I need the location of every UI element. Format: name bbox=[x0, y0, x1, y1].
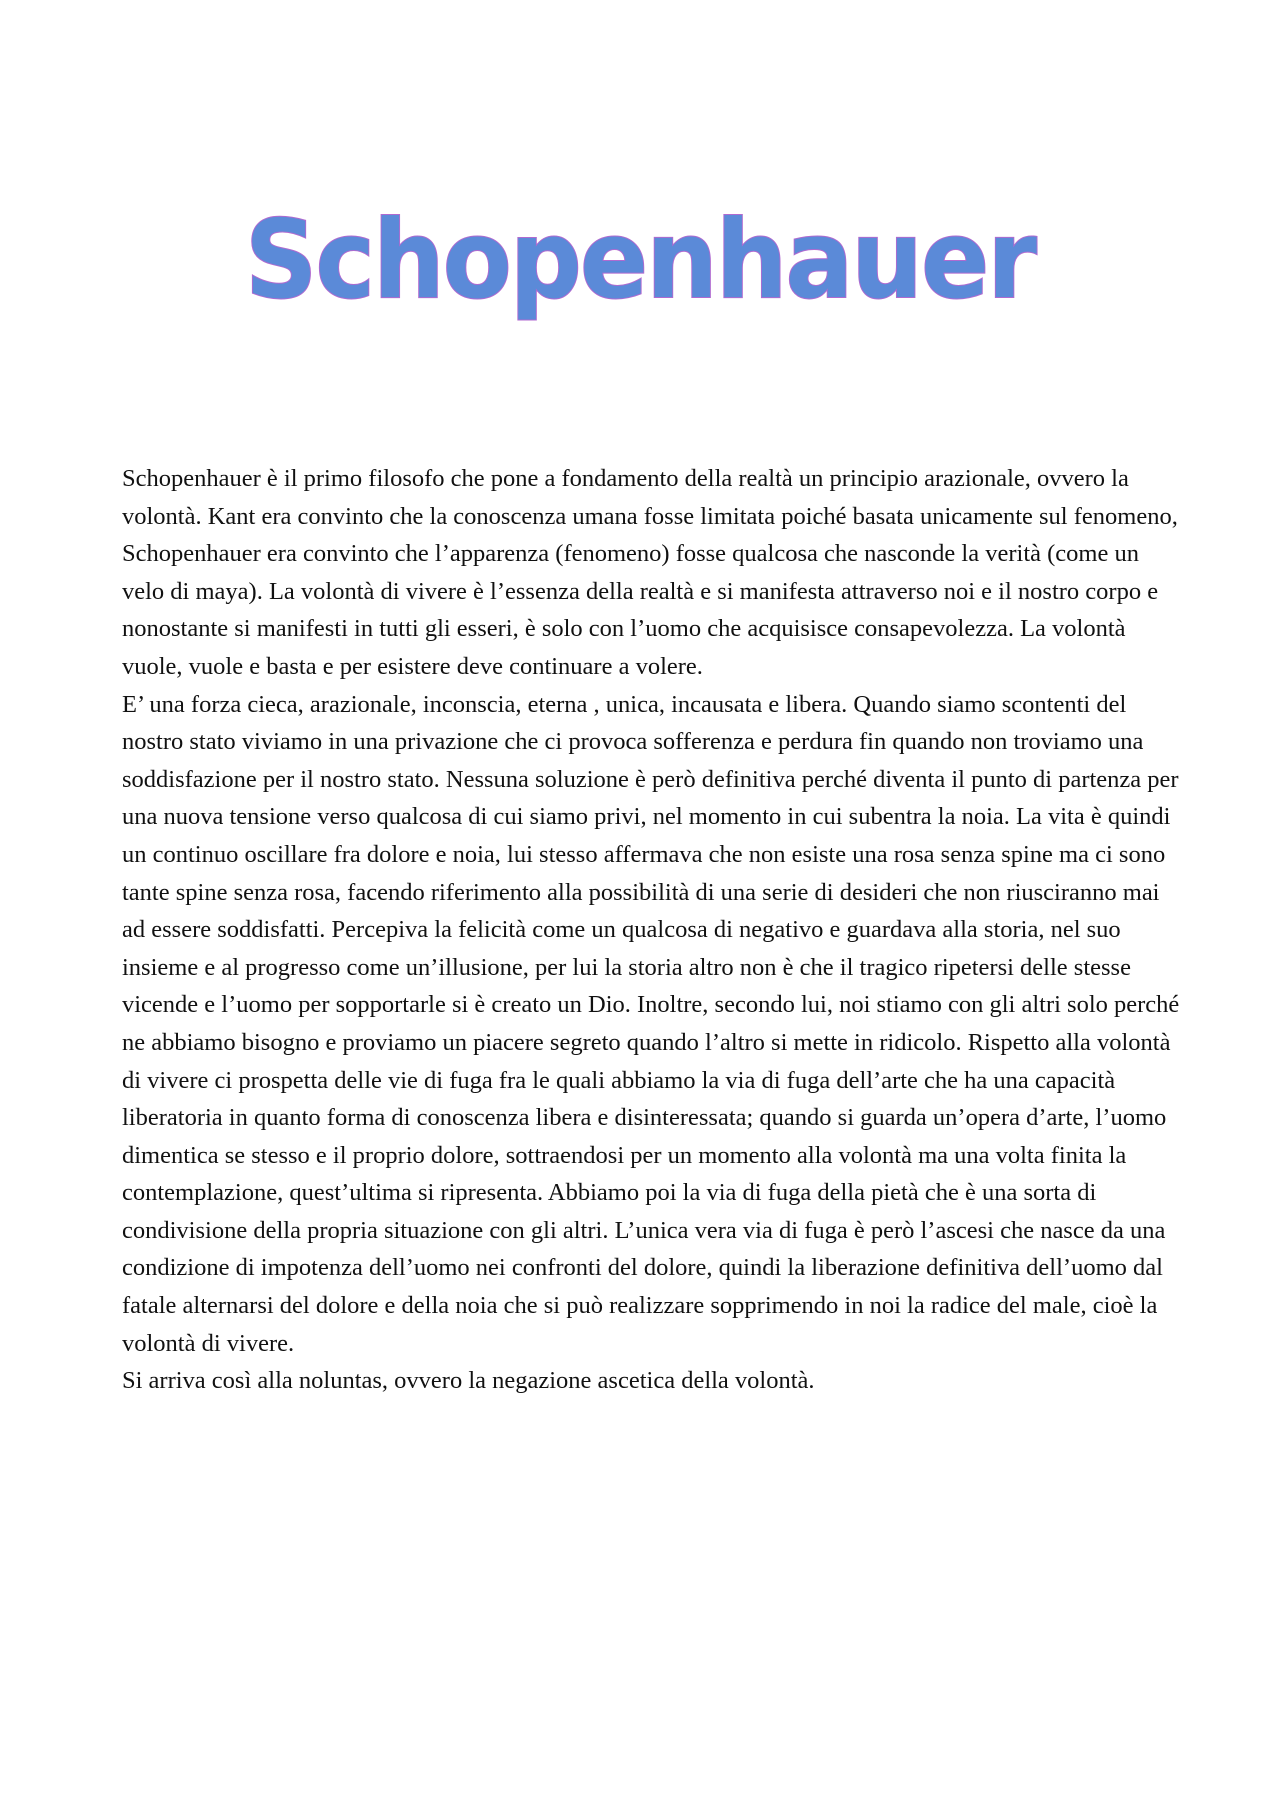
document-title: Schopenhauer bbox=[244, 198, 1036, 323]
paragraph-3: Si arriva così alla noluntas, ovvero la negazione ascetica della volontà. bbox=[122, 1367, 815, 1395]
paragraph-1: Schopenhauer è il primo filosofo che pone a fondamento della realtà un principio arazionale, ovvero la volontà. Kant era convinto che la conoscenza umana fosse limitata poiché basata unicamente sul fenomeno, Schopenhauer era convinto che l’apparenza (fenomeno) fosse qualcosa che nasconde la verità (come un velo di maya). La volontà di vivere è l’essenza della realtà e si manifesta attraverso noi e il nostro corpo e nonostante si manifesti in tutti gli esseri, è solo con l’uomo che acquisisce consapevolezza. La volontà vuole, vuole e basta e per esistere deve continuare a volere. bbox=[122, 465, 1178, 680]
paragraph-2: E’ una forza cieca, arazionale, inconscia, eterna , unica, incausata e libera. Quando siamo scontenti del nostro stato viviamo in una privazione che ci provoca sofferenza e perdura fin quando non troviamo una soddisfazione per il nostro stato. Nessuna soluzione è però definitiva perché diventa il punto di partenza per una nuova tensione verso qualcosa di cui siamo privi, nel momento in cui subentra la noia. La vita è quindi un continuo oscillare fra dolore e noia, lui stesso affermava che non esiste una rosa senza spine ma ci sono tante spine senza rosa, facendo riferimento alla possibilità di una serie di desideri che non riusciranno mai ad essere soddisfatti. Percepiva la felicità come un qualcosa di negativo e guardava alla storia, nel suo insieme e al progresso come un’illusione, per lui la storia altro non è che il tragico ripetersi delle stesse vicende e l’uomo per sopportarle si è creato un Dio. Inoltre, secondo lui, noi stiamo con gli altri solo perché ne abbiamo bisogno e proviamo un piacere segreto quando l’altro si mette in ridicolo. Rispetto alla volontà di vivere ci prospetta delle vie di fuga fra le quali abbiamo la via di fuga dell’arte che ha una capacità liberatoria in quanto forma di conoscenza libera e disinteressata; quando si guarda un’opera d’arte, l’uomo dimentica se stesso e il proprio dolore, sottraendosi per un momento alla volontà ma una volta finita la contemplazione, quest’ultima si ripresenta. Abbiamo poi la via di fuga della pietà che è una sorta di condivisione della propria situazione con gli altri. L’unica vera via di fuga è però l’ascesi che nasce da una condizione di impotenza dell’uomo nei confronti del dolore, quindi la liberazione definitiva dell’uomo dal fatale alternarsi del dolore e della noia che si può realizzare sopprimendo in noi la radice del male, cioè la volontà di vivere. bbox=[122, 690, 1180, 1357]
document-body bbox=[122, 460, 1182, 1400]
